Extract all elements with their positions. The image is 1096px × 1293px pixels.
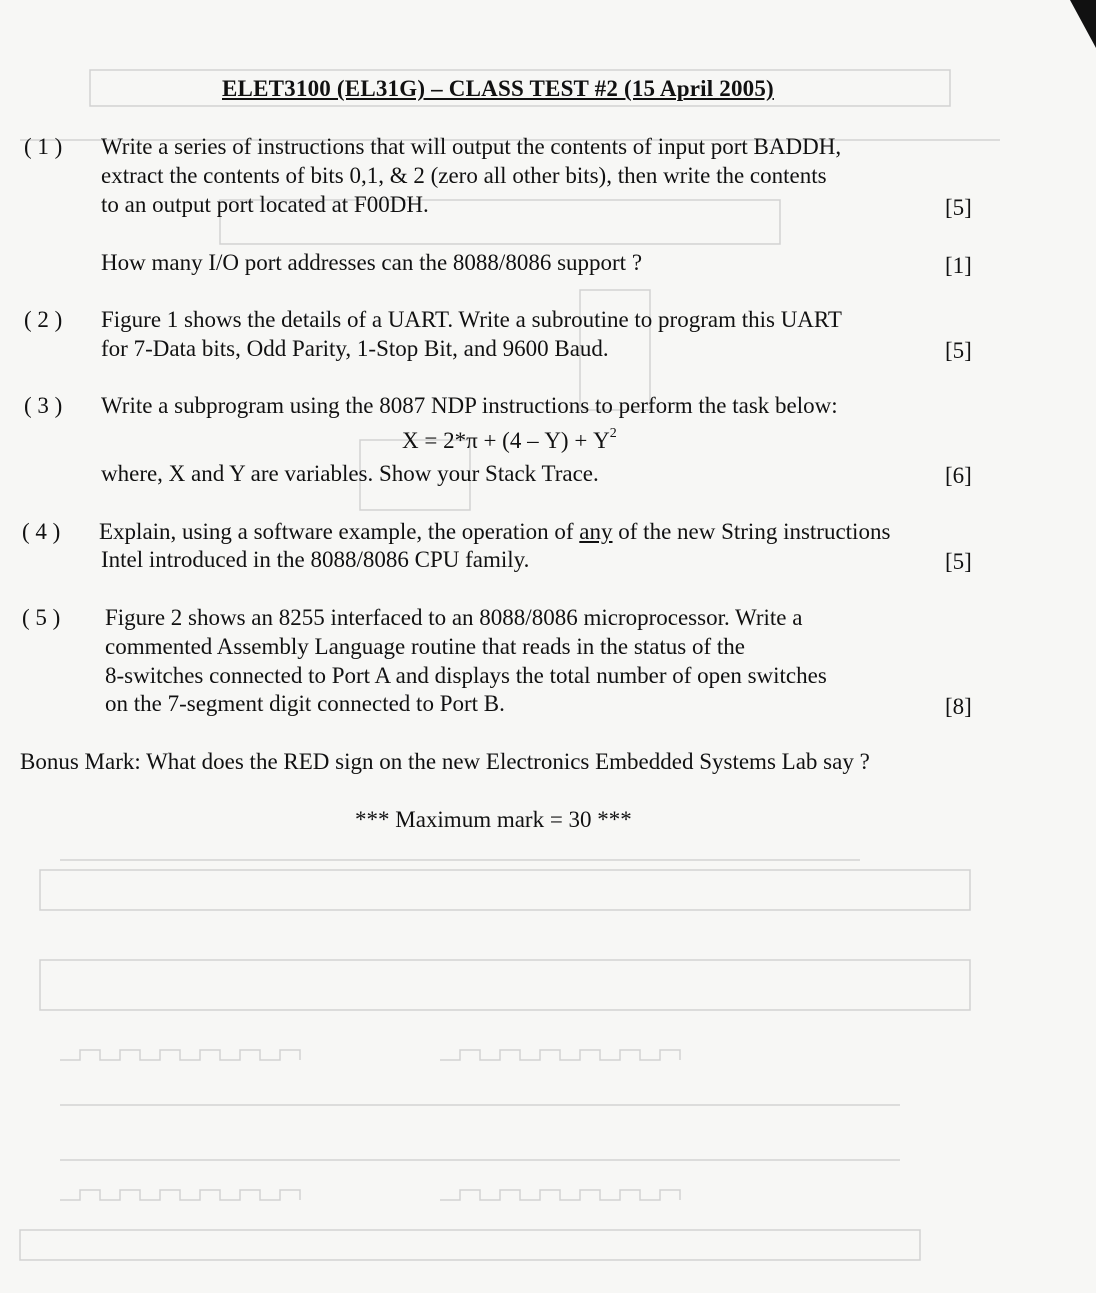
question-4-mark: [5]	[945, 549, 972, 574]
question-3-mark: [6]	[945, 463, 972, 488]
question-1-mark: [5]	[945, 195, 972, 220]
question-5-line-4: on the 7-segment digit connected to Port B.	[105, 691, 505, 716]
page-corner-shadow	[1070, 0, 1096, 48]
question-3-line-2: where, X and Y are variables. Show your Stack Trace.	[101, 461, 599, 486]
question-3-line-1: Write a subprogram using the 8087 NDP instructions to perform the task below:	[101, 393, 838, 418]
question-1-subquestion: How many I/O port addresses can the 8088/8086 support ?	[101, 250, 643, 275]
question-1-number: ( 1 )	[24, 134, 63, 159]
question-4-emphasis: any	[579, 519, 613, 544]
question-2-number: ( 2 )	[24, 307, 63, 332]
maximum-mark: *** Maximum mark = 30 ***	[355, 807, 632, 832]
exam-title: ELET3100 (EL31G) – CLASS TEST #2 (15 April 2005)	[222, 76, 774, 101]
question-5-line-2: commented Assembly Language routine that reads in the status of the	[105, 634, 746, 659]
question-1-line-3: to an output port located at F00DH.	[101, 192, 429, 217]
question-4-line-1-pre: Explain, using a software example, the operation of	[99, 519, 580, 544]
question-4-line-1-post: of the new String instructions	[612, 519, 891, 544]
equation-superscript: 2	[609, 426, 617, 442]
equation-main: X = 2*π + (4 – Y) + Y	[402, 428, 610, 453]
question-1-sub-mark: [1]	[945, 253, 972, 278]
question-2-line-1: Figure 1 shows the details of a UART. Write a subroutine to program this UART	[101, 307, 842, 332]
question-3-number: ( 3 )	[24, 393, 63, 418]
question-3-equation	[402, 428, 617, 454]
question-5-line-3: 8-switches connected to Port A and displays the total number of open switches	[105, 663, 827, 688]
question-4-line-2: Intel introduced in the 8088/8086 CPU family.	[101, 547, 530, 572]
question-2-mark: [5]	[945, 338, 972, 363]
question-4-line-1	[99, 519, 890, 545]
question-5-mark: [8]	[945, 694, 972, 719]
question-5-number: ( 5 )	[22, 605, 61, 630]
bonus-question: Bonus Mark: What does the RED sign on the new Electronics Embedded Systems Lab say ?	[20, 749, 870, 774]
question-1-line-2: extract the contents of bits 0,1, & 2 (zero all other bits), then write the contents	[101, 163, 827, 188]
question-5-line-1: Figure 2 shows an 8255 interfaced to an 8088/8086 microprocessor. Write a	[105, 605, 803, 630]
question-1-line-1: Write a series of instructions that will output the contents of input port BADDH,	[101, 134, 842, 159]
question-2-line-2: for 7-Data bits, Odd Parity, 1-Stop Bit, and 9600 Baud.	[101, 336, 609, 361]
question-4-number: ( 4 )	[22, 519, 61, 544]
